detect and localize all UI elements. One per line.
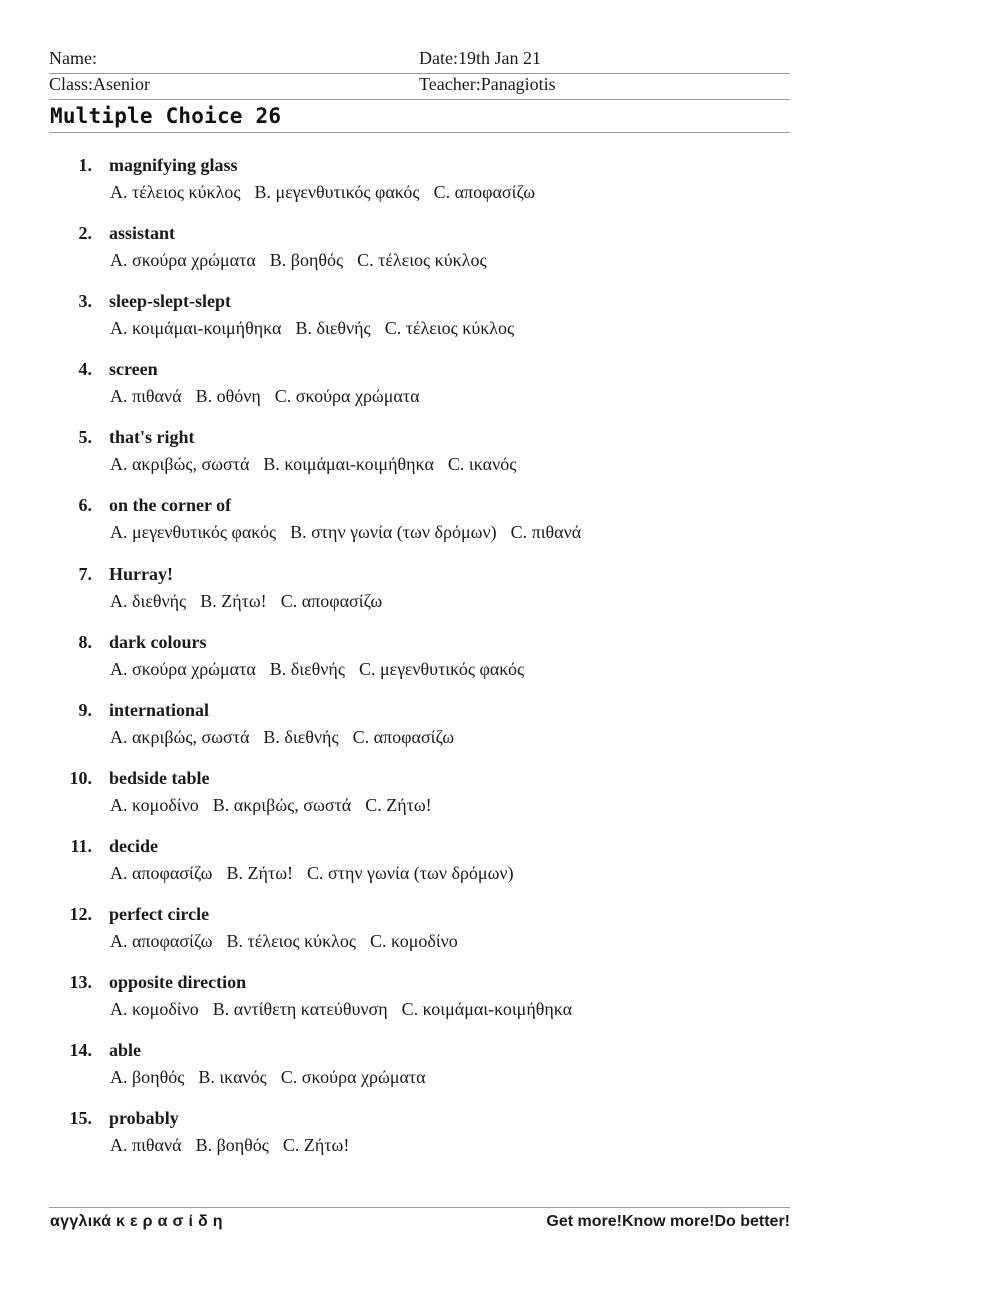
question-term: able [109,1040,142,1061]
question-term: Hurray! [109,563,173,584]
title-row [49,100,790,133]
answer-option-a[interactable]: A. κομοδίνο [110,794,199,815]
date-label: Date:19th Jan 21 [419,48,541,68]
question-term: assistant [109,223,176,244]
answer-option-c[interactable]: C. ικανός [447,454,517,475]
footer-brand: αγγλικά κ ε ρ α σ ί δ η [50,1213,223,1230]
answer-option-c[interactable]: C. κομοδίνο [370,931,458,952]
question-item [0,564,1000,632]
question-term: magnifying glass [109,155,238,175]
question-number: 2. [78,223,92,244]
answer-option-c[interactable]: C. σκούρα χρώματα [274,386,420,407]
question-item [0,291,1000,359]
answer-options [110,182,549,203]
question-item [0,972,1000,1040]
question-term: international [109,699,210,720]
question-term: dark colours [109,631,207,652]
answer-option-b[interactable]: B. Ζήτω! [200,590,267,611]
answer-options [110,591,396,612]
question-item [0,632,1000,700]
answer-option-a[interactable]: A. πιθανά [110,1135,182,1156]
question-number: 14. [69,1040,92,1061]
answer-option-c[interactable]: C. στην γωνία (των δρόμων) [307,862,514,883]
question-number: 5. [78,427,92,448]
answer-option-b[interactable]: B. μεγενθυτικός φακός [254,182,420,202]
answer-option-c[interactable]: C. αποφασίζω [280,590,383,611]
question-number: 13. [69,972,92,993]
question-item [0,904,1000,972]
answer-option-b[interactable]: B. ικανός [198,1067,267,1088]
answer-option-c[interactable]: C. μεγενθυτικός φακός [358,658,525,679]
footer-slogan: Get more!Know more!Do better! [546,1213,790,1230]
answer-option-a[interactable]: A. μεγενθυτικός φακός [110,522,277,543]
question-number: 9. [78,699,92,720]
answer-option-a[interactable]: A. κομοδίνο [110,999,199,1020]
question-item [0,836,1000,904]
answer-option-b[interactable]: B. στην γωνία (των δρόμων) [290,522,497,543]
answer-options [110,931,472,952]
footer-divider [49,1207,790,1208]
answer-option-c[interactable]: C. κοιμάμαι-κοιμήθηκα [401,999,573,1020]
answer-option-b[interactable]: B. βοηθός [195,1135,269,1156]
answer-option-b[interactable]: B. βοηθός [269,250,344,271]
question-term: perfect circle [109,904,210,925]
answer-option-b[interactable]: B. διεθνής [295,318,371,339]
answer-option-b[interactable]: B. ακριβώς, σωστά [212,794,352,815]
answer-options [110,386,434,407]
question-list [0,155,1000,1176]
answer-options [110,250,501,271]
answer-option-a[interactable]: A. ακριβώς, σωστά [110,726,250,747]
question-item [0,700,1000,768]
answer-option-c[interactable]: C. πιθανά [510,522,582,543]
answer-option-a[interactable]: A. τέλειος κύκλος [110,182,241,202]
answer-options [110,1067,440,1088]
question-number: 8. [78,631,92,652]
name-label: Name: [49,48,97,68]
question-term: opposite direction [109,972,247,993]
question-item [0,359,1000,427]
answer-option-b[interactable]: B. Ζήτω! [226,862,294,883]
answer-option-b[interactable]: B. διεθνής [269,658,345,679]
answer-option-b[interactable]: B. οθόνη [195,386,261,407]
answer-options [110,454,530,475]
question-term: probably [109,1108,179,1129]
answer-option-a[interactable]: A. κοιμάμαι-κοιμήθηκα [110,318,282,339]
answer-option-b[interactable]: B. κοιμάμαι-κοιμήθηκα [263,454,434,475]
answer-option-a[interactable]: A. σκούρα χρώματα [110,658,256,679]
question-item [0,768,1000,836]
question-item [0,155,1000,223]
answer-option-a[interactable]: A. αποφασίζω [110,931,213,952]
answer-option-c[interactable]: C. αποφασίζω [352,726,455,747]
question-item [0,427,1000,495]
answer-options [110,863,528,884]
question-number: 10. [69,767,92,788]
question-number: 11. [70,835,92,856]
answer-option-a[interactable]: A. πιθανά [110,386,182,407]
question-term: bedside table [109,767,210,788]
question-item [0,1040,1000,1108]
question-item [0,1108,1000,1176]
page-title: Multiple Choice 26 [50,104,282,128]
answer-options [110,727,468,748]
question-number: 7. [78,563,92,584]
answer-options [110,318,528,339]
answer-options [110,659,538,680]
answer-option-a[interactable]: A. βοηθός [110,1067,185,1088]
header-row-name-date [49,46,790,74]
question-term: screen [109,359,158,380]
answer-option-b[interactable]: B. διεθνής [263,726,339,747]
question-number: 12. [69,904,92,925]
answer-option-c[interactable]: C. τέλειος κύκλος [357,250,487,271]
question-term: that's right [109,427,195,448]
answer-option-a[interactable]: A. αποφασίζω [110,862,213,883]
question-number: 6. [78,495,92,516]
question-number: 4. [78,359,92,380]
header-row-class-teacher [49,72,790,100]
teacher-label: Teacher:Panagiotis [419,74,556,94]
question-number: 15. [69,1108,92,1129]
answer-option-c[interactable]: C. Ζήτω! [365,794,432,815]
question-number: 1. [78,155,92,175]
answer-option-b[interactable]: B. τέλειος κύκλος [226,931,357,952]
class-label: Class:Asenior [49,74,150,94]
answer-option-b[interactable]: B. αντίθετη κατεύθυνση [212,999,388,1020]
question-number: 3. [78,291,92,312]
answer-options [110,522,595,543]
answer-option-a[interactable]: A. διεθνής [110,590,187,611]
answer-option-a[interactable]: A. ακριβώς, σωστά [110,454,250,475]
answer-options [110,1135,363,1156]
question-term: on the corner of [109,495,232,516]
answer-option-c[interactable]: C. Ζήτω! [282,1135,350,1156]
question-term: sleep-slept-slept [109,291,231,312]
answer-options [110,795,446,816]
question-item [0,495,1000,563]
answer-option-c[interactable]: C. τέλειος κύκλος [384,318,515,339]
answer-option-c[interactable]: C. αποφασίζω [433,182,536,202]
answer-option-c[interactable]: C. σκούρα χρώματα [280,1067,426,1088]
question-item [0,223,1000,291]
question-term: decide [109,835,158,856]
answer-options [110,999,586,1020]
answer-option-a[interactable]: A. σκούρα χρώματα [110,250,256,271]
